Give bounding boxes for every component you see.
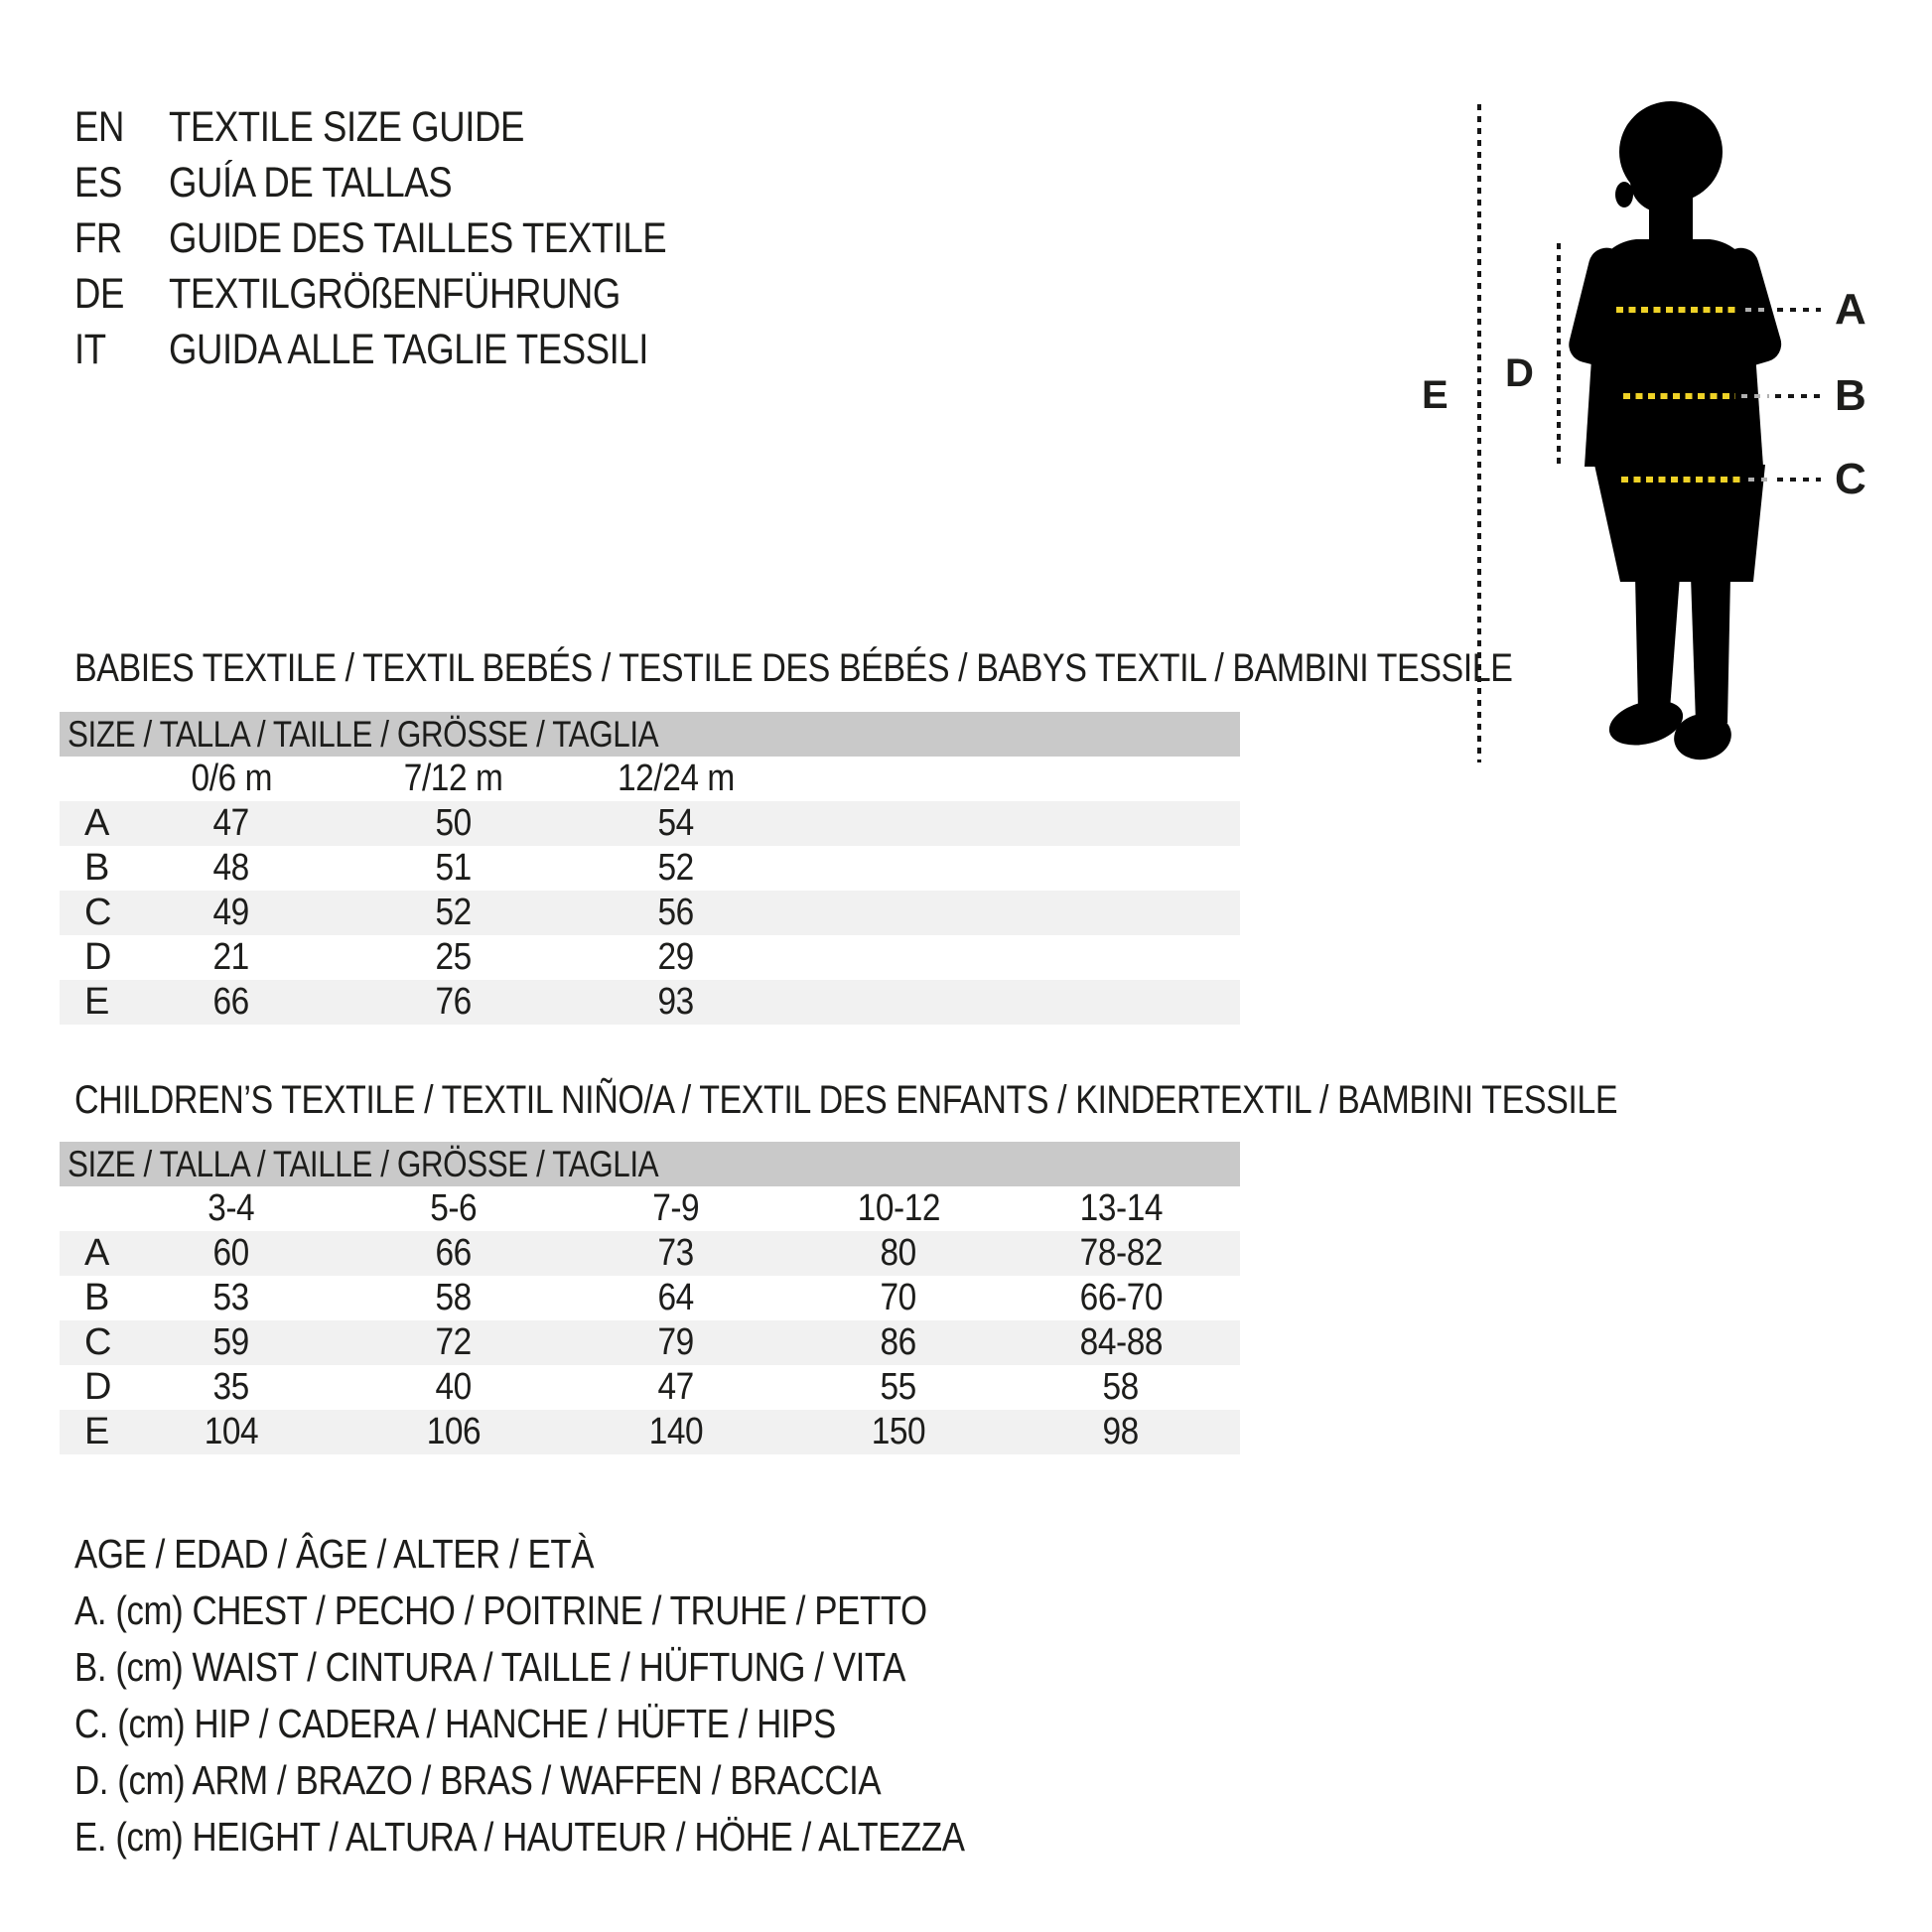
guide-title-en: TEXTILE SIZE GUIDE — [169, 103, 524, 151]
lang-code: IT — [74, 326, 106, 373]
col-header: 10-12 — [857, 1187, 940, 1229]
cell-value: 66 — [435, 1232, 473, 1274]
lang-code: ES — [74, 159, 122, 207]
guide-title-it: GUIDA ALLE TAGLIE TESSILI — [169, 326, 649, 373]
row-label: B — [84, 847, 109, 889]
guide-title-fr: GUIDE DES TAILLES TEXTILE — [169, 214, 667, 262]
cell-value: 49 — [212, 892, 250, 933]
col-header: 3-4 — [207, 1187, 255, 1229]
column-header-row — [60, 757, 1240, 801]
table-row — [60, 1365, 1240, 1410]
col-header: 7/12 m — [404, 758, 503, 799]
cell-value: 70 — [880, 1277, 917, 1318]
cell-value: 66 — [212, 981, 250, 1023]
col-header: 13-14 — [1079, 1187, 1163, 1229]
legend-line-age: AGE / EDAD / ÂGE / ALTER / ETÀ — [74, 1531, 595, 1577]
cell-value: 93 — [657, 981, 695, 1023]
children-section-heading: CHILDREN’S TEXTILE / TEXTIL NIÑO/A / TEXTIL DES ENFANTS / KINDERTEXTIL / BAMBINI TESSILE — [74, 1078, 1618, 1122]
size-header-bar: SIZE / TALLA / TAILLE / GRÖSSE / TAGLIA — [60, 712, 1240, 757]
cell-value: 78-82 — [1079, 1232, 1163, 1274]
cell-value: 52 — [657, 847, 695, 889]
cell-value: 54 — [657, 802, 695, 844]
table-row — [60, 980, 1240, 1025]
guide-title-es: GUÍA DE TALLAS — [169, 159, 453, 207]
cell-value: 58 — [435, 1277, 473, 1318]
cell-value: 84-88 — [1079, 1321, 1163, 1363]
table-row — [60, 1276, 1240, 1320]
cell-value: 47 — [212, 802, 250, 844]
table-row — [60, 1410, 1240, 1454]
legend-line-height: E. (cm) HEIGHT / ALTURA / HAUTEUR / HÖHE / ALTEZZA — [74, 1814, 965, 1860]
lang-code: DE — [74, 270, 124, 318]
cell-value: 25 — [435, 936, 473, 978]
cell-value: 52 — [435, 892, 473, 933]
cell-value: 40 — [435, 1366, 473, 1408]
lang-code: FR — [74, 214, 122, 262]
row-label: C — [84, 1321, 111, 1363]
cell-value: 106 — [426, 1411, 482, 1452]
row-label: E — [84, 981, 109, 1023]
legend-line-arm: D. (cm) ARM / BRAZO / BRAS / WAFFEN / BRACCIA — [74, 1757, 882, 1803]
table-row — [60, 1231, 1240, 1276]
cell-value: 56 — [657, 892, 695, 933]
table-row — [60, 935, 1240, 980]
cell-value: 150 — [871, 1411, 926, 1452]
row-label: B — [84, 1277, 109, 1318]
cell-value: 64 — [657, 1277, 695, 1318]
cell-value: 59 — [212, 1321, 250, 1363]
cell-value: 66-70 — [1079, 1277, 1163, 1318]
cell-value: 29 — [657, 936, 695, 978]
legend-line-hip: C. (cm) HIP / CADERA / HANCHE / HÜFTE / HIPS — [74, 1701, 836, 1746]
cell-value: 76 — [435, 981, 473, 1023]
table-row — [60, 1320, 1240, 1365]
cell-value: 51 — [435, 847, 473, 889]
cell-value: 58 — [1102, 1366, 1140, 1408]
cell-value: 140 — [648, 1411, 704, 1452]
size-header-bar: SIZE / TALLA / TAILLE / GRÖSSE / TAGLIA — [60, 1142, 1240, 1186]
lang-code: EN — [74, 103, 124, 151]
cell-value: 35 — [212, 1366, 250, 1408]
cell-value: 73 — [657, 1232, 695, 1274]
measurement-legend — [74, 1526, 1122, 1865]
cell-value: 60 — [212, 1232, 250, 1274]
row-label: D — [84, 936, 111, 978]
table-row — [60, 801, 1240, 846]
row-label: E — [84, 1411, 109, 1452]
cell-value: 47 — [657, 1366, 695, 1408]
table-row — [60, 846, 1240, 891]
legend-line-chest: A. (cm) CHEST / PECHO / POITRINE / TRUHE / PETTO — [74, 1587, 927, 1633]
table-row — [60, 891, 1240, 935]
figure-label-a: A — [1835, 285, 1866, 334]
row-label: D — [84, 1366, 111, 1408]
cell-value: 72 — [435, 1321, 473, 1363]
legend-line-waist: B. (cm) WAIST / CINTURA / TAILLE / HÜFTUNG / VITA — [74, 1644, 905, 1690]
cell-value: 80 — [880, 1232, 917, 1274]
babies-section-heading: BABIES TEXTILE / TEXTIL BEBÉS / TESTILE DES BÉBÉS / BABYS TEXTIL / BAMBINI TESSILE — [74, 646, 1513, 690]
row-label: C — [84, 892, 111, 933]
figure-label-b: B — [1835, 371, 1866, 420]
children-size-table — [60, 1142, 1240, 1454]
col-header: 0/6 m — [191, 758, 272, 799]
cell-value: 98 — [1102, 1411, 1140, 1452]
cell-value: 21 — [212, 936, 250, 978]
cell-value: 53 — [212, 1277, 250, 1318]
cell-value: 86 — [880, 1321, 917, 1363]
col-header: 12/24 m — [618, 758, 735, 799]
row-label: A — [84, 1232, 109, 1274]
cell-value: 50 — [435, 802, 473, 844]
cell-value: 55 — [880, 1366, 917, 1408]
figure-label-c: C — [1835, 455, 1866, 503]
cell-value: 79 — [657, 1321, 695, 1363]
column-header-row — [60, 1186, 1240, 1231]
cell-value: 104 — [204, 1411, 259, 1452]
guide-title-de: TEXTILGRÖßENFÜHRUNG — [169, 270, 621, 318]
col-header: 7-9 — [652, 1187, 700, 1229]
figure-label-e: E — [1422, 373, 1449, 417]
col-header: 5-6 — [430, 1187, 478, 1229]
row-label: A — [84, 802, 109, 844]
figure-label-d: D — [1505, 351, 1534, 395]
cell-value: 48 — [212, 847, 250, 889]
babies-size-table — [60, 712, 1240, 1025]
